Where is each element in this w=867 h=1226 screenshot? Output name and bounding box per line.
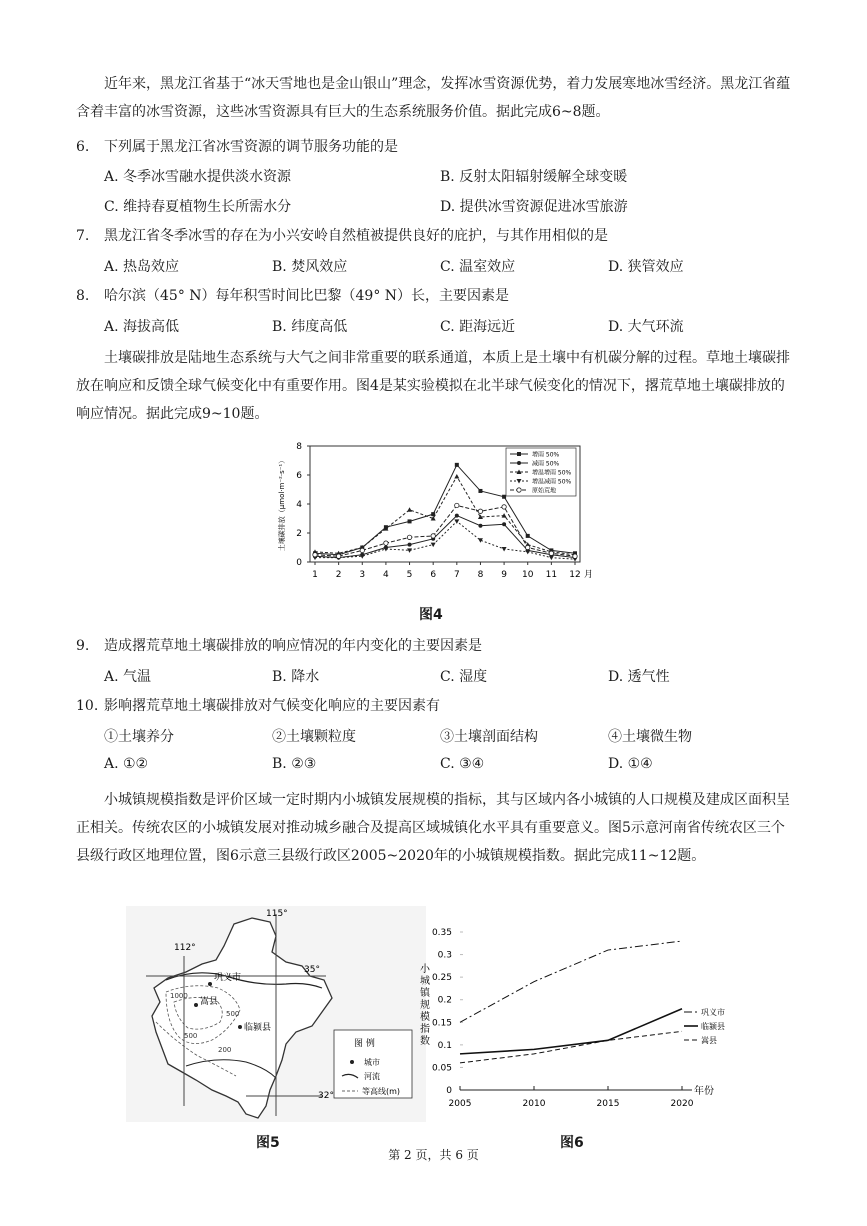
option-c: C. 湿度 bbox=[440, 669, 488, 685]
x-unit-label: 月 bbox=[584, 570, 594, 580]
x-tick-label: 7 bbox=[453, 570, 460, 580]
contour-label: 500 bbox=[184, 1032, 198, 1040]
legend-marker bbox=[517, 461, 521, 465]
series-line-2 bbox=[315, 516, 575, 558]
y-axis-title-char: 模 bbox=[420, 1012, 430, 1023]
contour-label: 1000 bbox=[170, 992, 188, 1000]
question-9 bbox=[76, 636, 482, 656]
data-point bbox=[478, 509, 482, 513]
passage-6-8: 近年来，黑龙江省基于“冰天雪地也是金山银山”理念，发挥冰雪资源优势，着力发展寒地冰雪经济。黑龙江省蕴含着丰富的冰雪资源，这些冰雪资源具有巨大的生态系统服务价值。据此完成6~8题。 bbox=[76, 76, 791, 120]
figure-4-chart bbox=[270, 436, 610, 596]
series-line-3 bbox=[460, 1031, 682, 1063]
y-axis-title-char: 规 bbox=[420, 1000, 430, 1011]
figure-6-legend bbox=[684, 1007, 725, 1045]
option-a: A. 气温 bbox=[104, 669, 152, 685]
x-tick-label: 2015 bbox=[596, 1099, 620, 1109]
option-c: C. ③④ bbox=[440, 756, 485, 772]
question-10-items bbox=[104, 726, 804, 746]
y-tick-label: 0.05 bbox=[431, 1063, 452, 1074]
series-line-1 bbox=[460, 941, 682, 1022]
y-tick-label: 0.2 bbox=[437, 995, 452, 1006]
question-10 bbox=[76, 696, 440, 716]
question-6-options-row2 bbox=[104, 196, 804, 216]
option-c: C. 维持春夏植物生长所需水分 bbox=[104, 199, 292, 215]
y-axis-title-char: 小 bbox=[420, 964, 430, 975]
y-tick-label: 0.35 bbox=[431, 928, 452, 938]
data-point bbox=[525, 550, 530, 555]
data-point bbox=[360, 548, 364, 552]
figure-6-chart bbox=[410, 916, 740, 1122]
y-axis-label: 土壤碳排放（μmol·m⁻²·s⁻¹） bbox=[278, 456, 286, 552]
data-point bbox=[454, 519, 459, 524]
data-point bbox=[408, 543, 412, 547]
item-2: ②土壤颗粒度 bbox=[272, 729, 356, 745]
data-point bbox=[502, 547, 507, 552]
option-b: B. 降水 bbox=[272, 669, 320, 685]
legend-marker bbox=[517, 452, 521, 456]
x-tick-label: 2020 bbox=[670, 1099, 694, 1109]
y-axis-title-char: 指 bbox=[420, 1024, 430, 1035]
figure-6-axes bbox=[420, 928, 714, 1109]
y-axis-title-char: 城 bbox=[420, 976, 430, 987]
option-a: A. 海拔高低 bbox=[104, 319, 180, 335]
legend-city-label: 城市 bbox=[364, 1058, 380, 1067]
item-3: ③土壤剖面结构 bbox=[440, 729, 538, 745]
city-songxian-label: 嵩县 bbox=[200, 997, 219, 1007]
option-d: D. 大气环流 bbox=[608, 319, 684, 335]
legend-label: 临颍县 bbox=[701, 1022, 725, 1031]
item-1: ①土壤养分 bbox=[104, 729, 174, 745]
data-point bbox=[478, 489, 482, 493]
x-tick-label: 2010 bbox=[522, 1099, 546, 1109]
city-marker-songxian bbox=[194, 1003, 198, 1007]
page-footer: 第 2 页，共 6 页 bbox=[388, 1148, 479, 1162]
data-point bbox=[336, 554, 340, 558]
option-d: D. ①④ bbox=[608, 756, 653, 772]
figure-5-caption: 图5 bbox=[256, 1135, 280, 1151]
data-point bbox=[455, 503, 459, 507]
legend-marker bbox=[517, 479, 522, 484]
question-stem: 下列属于黑龙江省冰雪资源的调节服务功能的是 bbox=[104, 139, 398, 155]
x-tick-label: 5 bbox=[406, 570, 413, 580]
data-point bbox=[526, 534, 530, 538]
x-tick-label: 11 bbox=[545, 570, 558, 580]
option-b: B. 反射太阳辐射缓解全球变暖 bbox=[440, 169, 628, 185]
x-tick-label: 6 bbox=[430, 570, 437, 580]
x-tick-label: 8 bbox=[477, 570, 484, 580]
y-tick-label: 8 bbox=[296, 442, 302, 452]
option-a: A. 热岛效应 bbox=[104, 259, 180, 275]
city-linying-label: 临颍县 bbox=[244, 1023, 272, 1033]
data-point bbox=[502, 522, 506, 526]
question-number: 6. bbox=[76, 139, 90, 155]
y-axis-title bbox=[420, 962, 431, 1047]
x-tick-label: 12 bbox=[569, 570, 581, 580]
data-point bbox=[549, 551, 553, 555]
y-tick-label: 0 bbox=[296, 558, 302, 568]
figure-6-caption: 图6 bbox=[560, 1135, 584, 1151]
x-tick-label: 9 bbox=[501, 570, 507, 580]
option-b: B. 焚风效应 bbox=[272, 259, 348, 275]
data-point bbox=[407, 535, 411, 539]
option-c: C. 温室效应 bbox=[440, 259, 516, 275]
legend-label: 原始荒地 bbox=[532, 487, 557, 495]
legend-marker bbox=[517, 488, 521, 492]
data-point bbox=[502, 505, 506, 509]
figure-4-legend bbox=[506, 448, 576, 496]
legend-label: 巩义市 bbox=[701, 1008, 725, 1017]
option-d: D. 狭管效应 bbox=[608, 259, 684, 275]
data-point bbox=[573, 554, 577, 558]
question-6-options-row1 bbox=[104, 166, 804, 186]
option-a: A. 冬季冰雪融水提供淡水资源 bbox=[104, 169, 292, 185]
legend-label: 增温减雨 50% bbox=[532, 478, 572, 486]
passage-9-10: 土壤碳排放是陆地生态系统与大气之间非常重要的联系通道，本质上是土壤中有机碳分解的过程。草地土壤碳排放在响应和反馈全球气候变化中有重要作用。图4是某实验模拟在北半球气候变化的情况下，撂荒草地土壤碳排放的响应情况。据此完成9~10题。 bbox=[76, 350, 790, 422]
data-point bbox=[431, 534, 435, 538]
legend-contour-label: 等高线(m) bbox=[362, 1087, 401, 1096]
y-tick-label: 2 bbox=[296, 529, 302, 539]
question-stem: 哈尔滨（45° N）每年积雪时间比巴黎（49° N）长，主要因素是 bbox=[104, 288, 510, 304]
legend-label: 减雨 50% bbox=[532, 460, 560, 468]
data-point bbox=[313, 553, 317, 557]
map-legend-title: 图 例 bbox=[354, 1039, 375, 1049]
figure-6-lines bbox=[460, 941, 682, 1063]
option-d: D. 透气性 bbox=[608, 669, 670, 685]
data-point bbox=[549, 556, 554, 561]
y-axis-title-char: 数 bbox=[420, 1036, 430, 1047]
y-tick-label: 4 bbox=[296, 500, 302, 510]
lat-35-label: 35° bbox=[304, 965, 320, 975]
figure-4-caption: 图4 bbox=[419, 607, 443, 623]
question-7-options bbox=[104, 256, 804, 276]
data-point bbox=[455, 514, 459, 518]
data-point bbox=[455, 463, 459, 467]
data-point bbox=[502, 495, 506, 499]
contour-label: 200 bbox=[218, 1046, 232, 1054]
x-tick-label: 10 bbox=[522, 570, 534, 580]
figure-5-map bbox=[126, 906, 426, 1122]
data-point bbox=[478, 524, 482, 528]
passage-11-12: 小城镇规模指数是评价区域一定时期内小城镇发展规模的指标，其与区域内各小城镇的人口规模及建成区面积呈正相关。传统农区的小城镇发展对推动城乡融合及提高区域城镇化水平具有重要意义。图5示意河南省传统农区三个县级行政区地理位置，图6示意三县级行政区2005~2020年的小城镇规模指数。据此完成11~12题。 bbox=[76, 792, 790, 864]
y-tick-label: 0.15 bbox=[431, 1018, 452, 1029]
y-axis-title-char: 镇 bbox=[420, 988, 430, 999]
x-tick-label: 2005 bbox=[448, 1099, 472, 1109]
city-marker-gongyi bbox=[208, 982, 212, 986]
question-number: 10. bbox=[76, 698, 99, 714]
question-stem: 影响撂荒草地土壤碳排放对气候变化响应的主要因素有 bbox=[104, 698, 440, 714]
y-tick-label: 6 bbox=[296, 471, 302, 481]
data-point bbox=[454, 474, 459, 479]
contour-label: 500 bbox=[226, 1010, 240, 1018]
data-point bbox=[407, 507, 412, 512]
option-d: D. 提供冰雪资源促进冰雪旅游 bbox=[440, 199, 628, 215]
legend-label: 增雨 50% bbox=[532, 451, 560, 459]
legend-river-label: 河流 bbox=[364, 1072, 380, 1081]
question-number: 9. bbox=[76, 638, 90, 654]
question-6 bbox=[76, 137, 398, 157]
legend-city-icon bbox=[350, 1060, 354, 1064]
x-tick-label: 4 bbox=[383, 570, 389, 580]
item-4: ④土壤微生物 bbox=[608, 729, 692, 745]
data-point bbox=[526, 545, 530, 549]
y-tick-label: 0.3 bbox=[437, 950, 452, 961]
lon-115-label: 115° bbox=[266, 909, 288, 919]
question-8 bbox=[76, 286, 509, 306]
x-tick-label: 1 bbox=[312, 570, 318, 580]
option-b: B. ②③ bbox=[272, 756, 317, 772]
series-line-5 bbox=[315, 505, 575, 556]
x-tick-label: 3 bbox=[359, 570, 366, 580]
option-a: A. ①② bbox=[104, 756, 149, 772]
option-c: C. 距海远近 bbox=[440, 319, 516, 335]
question-stem: 黑龙江省冬季冰雪的存在为小兴安岭自然植被提供良好的庇护，与其作用相似的是 bbox=[104, 228, 608, 244]
data-point bbox=[431, 543, 436, 548]
question-8-options bbox=[104, 316, 804, 336]
legend-label: 增温增雨 50% bbox=[532, 469, 572, 477]
y-tick-label: 0 bbox=[446, 1086, 452, 1096]
y-tick-label: 0.1 bbox=[437, 1040, 452, 1051]
city-marker-linying bbox=[238, 1025, 242, 1029]
legend-label: 嵩县 bbox=[701, 1036, 717, 1045]
question-7 bbox=[76, 226, 608, 246]
option-b: B. 纬度高低 bbox=[272, 319, 348, 335]
x-tick-label: 2 bbox=[335, 570, 342, 580]
y-tick-label: 0.25 bbox=[431, 973, 452, 984]
data-point bbox=[408, 519, 412, 523]
lon-112-label: 112° bbox=[174, 943, 196, 953]
question-number: 8. bbox=[76, 288, 90, 304]
lat-32-label: 32° bbox=[318, 1091, 334, 1101]
data-point bbox=[384, 541, 388, 545]
x-axis-title: 年份 bbox=[694, 1086, 714, 1097]
city-gongyi-label: 巩义市 bbox=[214, 973, 242, 983]
question-number: 7. bbox=[76, 228, 90, 244]
question-10-options bbox=[104, 756, 804, 776]
question-9-options bbox=[104, 666, 804, 686]
question-stem: 造成撂荒草地土壤碳排放的响应情况的年内变化的主要因素是 bbox=[104, 638, 482, 654]
